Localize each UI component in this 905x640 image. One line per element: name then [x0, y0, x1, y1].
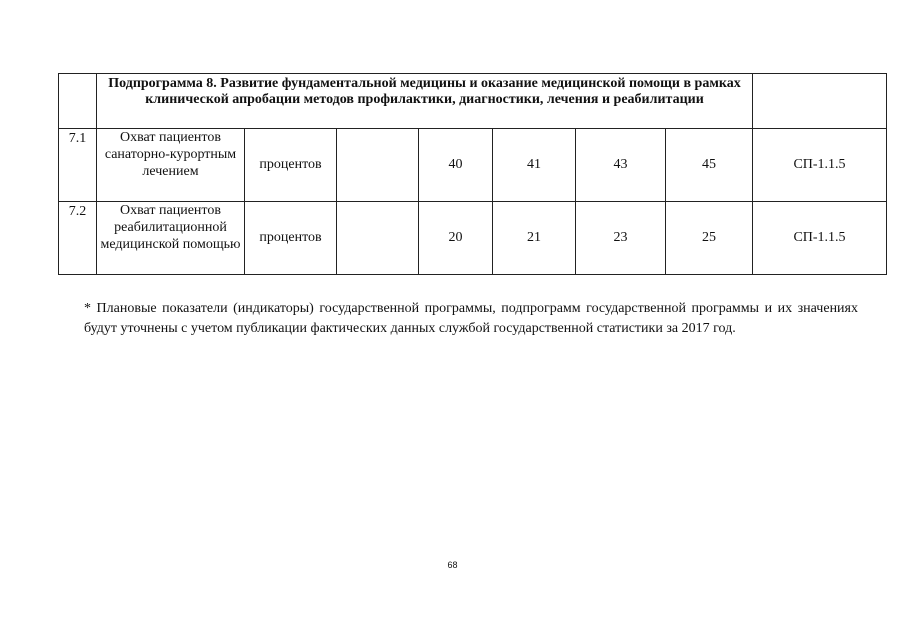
- row-number: 7.2: [59, 202, 97, 275]
- indicators-table: [58, 73, 887, 275]
- subprogram-title: Подпрограмма 8. Развитие фундаментальной медицины и оказание медицинской помощи в рамках клинической апробации методов профилактики, диагностики, лечения и реабилитации: [97, 74, 753, 129]
- base-value-cell: [337, 202, 419, 275]
- header-empty-number-cell: [59, 74, 97, 129]
- indicator-name: Охват пациентов санаторно-курортным лечением: [97, 129, 245, 202]
- value-cell: 41: [493, 129, 576, 202]
- header-empty-code-cell: [753, 74, 887, 129]
- value-cell: 20: [419, 202, 493, 275]
- code-cell: СП-1.1.5: [753, 202, 887, 275]
- code-cell: СП-1.1.5: [753, 129, 887, 202]
- value-cell: 25: [666, 202, 753, 275]
- value-cell: 45: [666, 129, 753, 202]
- value-cell: 40: [419, 129, 493, 202]
- row-number: 7.1: [59, 129, 97, 202]
- unit-cell: процентов: [245, 129, 337, 202]
- base-value-cell: [337, 129, 419, 202]
- subprogram-header-row: [59, 74, 887, 129]
- value-cell: 23: [576, 202, 666, 275]
- table-row: [59, 129, 887, 202]
- unit-cell: процентов: [245, 202, 337, 275]
- value-cell: 43: [576, 129, 666, 202]
- indicator-name: Охват пациентов реабилитационной медицинской помощью: [97, 202, 245, 275]
- page-number: 68: [447, 560, 458, 570]
- footnote: * Плановые показатели (индикаторы) государственной программы, подпрограмм государственной программы и их значениях будут уточнены с учетом публикации фактических данных службой государственной статистики за 2017 год.: [84, 301, 858, 336]
- table-row: [59, 202, 887, 275]
- value-cell: 21: [493, 202, 576, 275]
